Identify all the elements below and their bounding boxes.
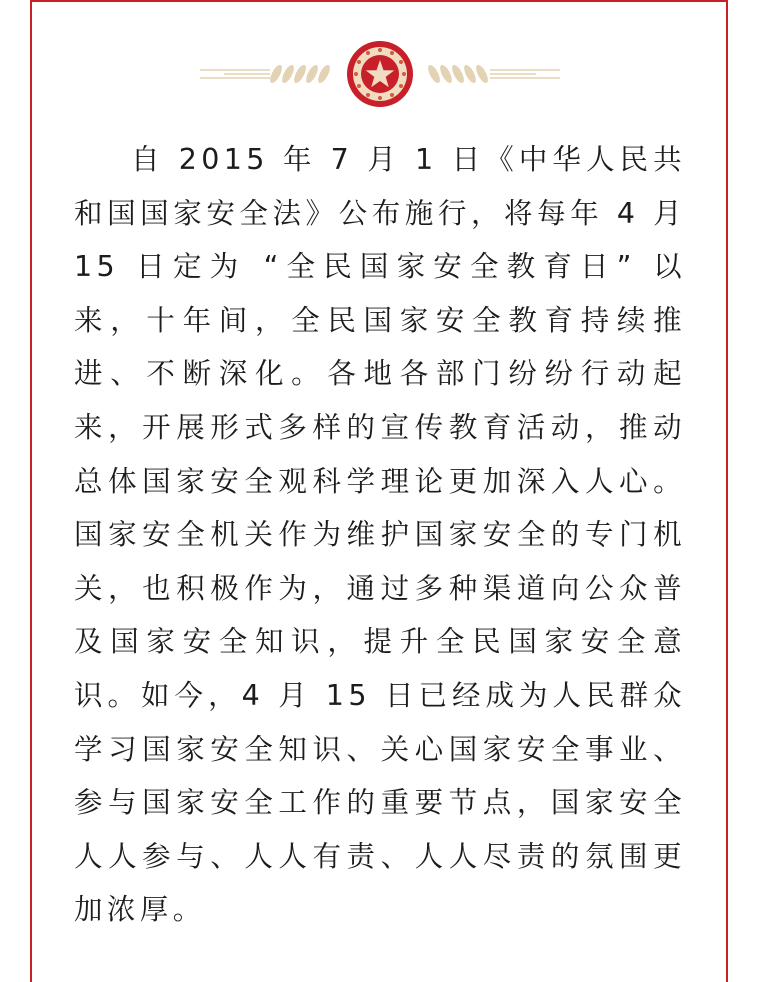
wheat-ornament-left-icon	[200, 63, 332, 84]
red-star-emblem-icon	[347, 41, 413, 107]
wheat-ornament-right-icon	[426, 63, 560, 84]
header-ornament	[0, 30, 760, 120]
article-paragraph: 自 2015 年 7 月 1 日《中华人民共和国国家安全法》公布施行，将每年 4 月 15 日定为 “全民国家安全教育日” 以来，十年间，全民国家安全教育持续推进、不断深化。各地各部门纷纷行动起来，开展形式多样的宣传教育活动，推动总体国家安全观科学理论更加深入人心。国家安全机关作为维护国家安全的专门机关，也积极作为，通过多种渠道向公众普及国家安全知识，提升全民国家安全意识。如今，4 月 15 日已经成为人民群众学习国家安全知识、关心国家安全事业、参与国家安全工作的重要节点，国家安全人人参与、人人有责、人人尽责的氛围更加浓厚。	[74, 143, 686, 927]
